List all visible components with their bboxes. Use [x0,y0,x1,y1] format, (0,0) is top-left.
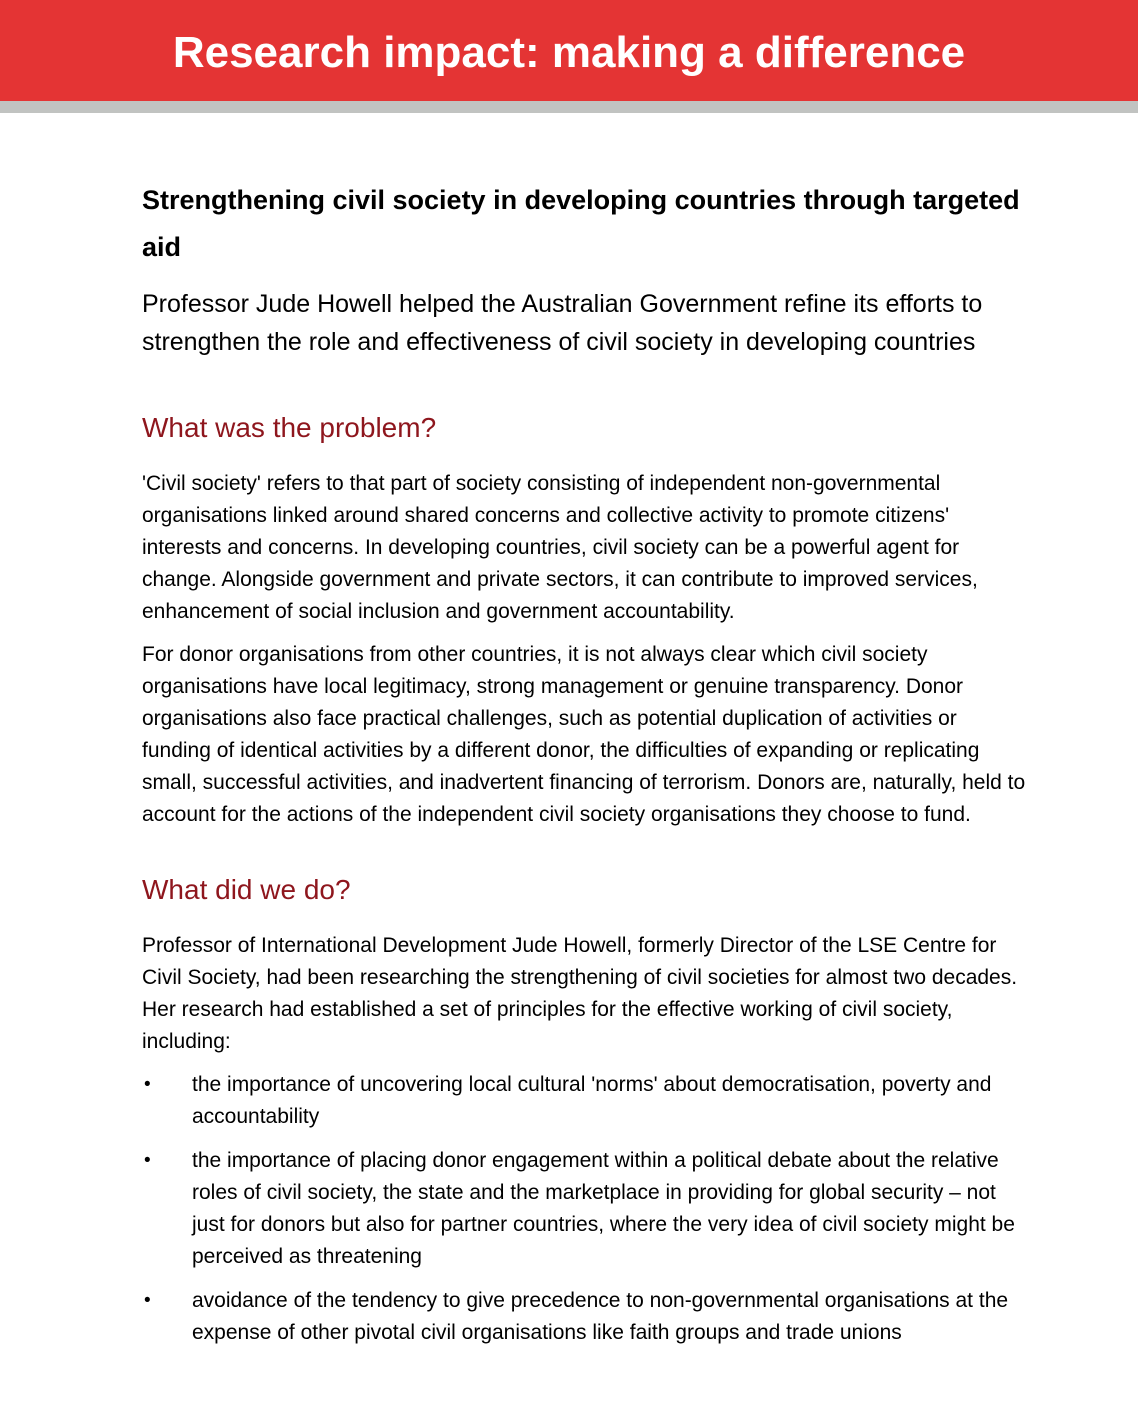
bullet-icon: • [144,1074,151,1095]
list-item [142,1069,1026,1133]
principles-bullet-list [142,1069,1026,1349]
article-subtitle: Professor Jude Howell helped the Australian Government refine its efforts to strengthen the role and effectiveness of civil society in developing countries [142,290,983,356]
list-item [142,1145,1026,1273]
paragraph-professor-research: Professor of International Development Jude Howell, formerly Director of the LSE Centre for Civil Society, had been researching the strengthening of civil societies for almost two decades. Her research had established a set of principles for the effective working of civil society, including: [142,934,1018,1053]
paragraph-donor-organisations: For donor organisations from other countries, it is not always clear which civil society organisations have local legitimacy, strong management or genuine transparency. Donor organisations also face practical challenges, such as potential duplication of activities or funding of identical activities by a different donor, the difficulties of expanding or replicating small, successful activities, and inadvertent financing of terrorism. Donors are, naturally, held to account for the actions of the independent civil society organisations they choose to fund. [142,643,1026,826]
section-heading-what-did-we-do: What did we do? [142,874,351,905]
bullet-icon: • [144,1290,151,1311]
document-content [0,113,1138,1349]
section-heading-what-was-the-problem: What was the problem? [142,412,437,443]
list-item [142,1285,1026,1349]
bullet-icon: • [144,1150,151,1171]
header-banner [0,0,1138,101]
paragraph-civil-society-definition: 'Civil society' refers to that part of society consisting of independent non-governmental organisations linked around shared concerns and collective activity to promote citizens' interests and concerns. In developing countries, civil society can be a powerful agent for change. Alongside government and private sectors, it can contribute to improved services, enhancement of social inclusion and government accountability. [142,472,978,623]
banner-divider-strip [0,101,1138,113]
bullet-text-avoidance-tendency: avoidance of the tendency to give precedence to non-governmental organisations at the expense of other pivotal civil organisations like faith groups and trade unions [192,1289,1009,1344]
bullet-text-donor-engagement: the importance of placing donor engagement within a political debate about the relative roles of civil society, the state and the marketplace in providing for global security – not just for donors but also for partner countries, where the very idea of civil society might be perceived as threatening [192,1149,1015,1268]
bullet-text-local-norms: the importance of uncovering local cultural 'norms' about democratisation, poverty and accountability [192,1073,992,1128]
article-title: Strengthening civil society in developing countries through targeted aid [142,185,1020,262]
banner-title: Research impact: making a difference [172,27,966,77]
